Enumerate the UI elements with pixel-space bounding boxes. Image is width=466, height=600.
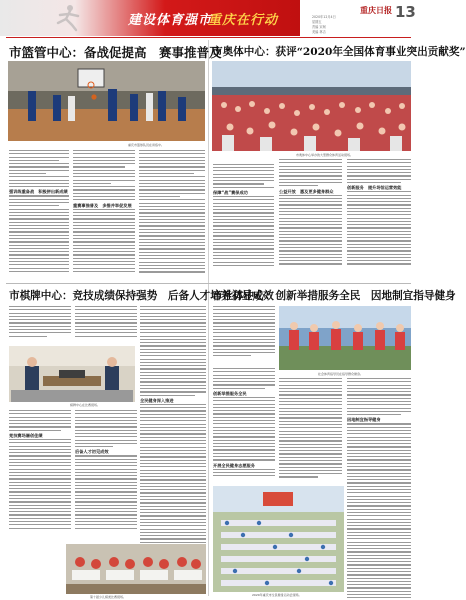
olympic-text-col-1 bbox=[213, 159, 274, 280]
chess-text-col-2a bbox=[75, 306, 137, 344]
community-games-photo bbox=[213, 486, 344, 592]
section-subtitle: 重庆在行动 bbox=[208, 13, 279, 28]
issue-weekday: 星期五 bbox=[312, 20, 322, 24]
community-lead-text bbox=[213, 306, 275, 364]
olympic-subhead-3: 创新服务 提升场馆运营效能 bbox=[347, 185, 402, 191]
olympic-photo-caption: 市奥体中心举办的大型群众体育活动现场。 bbox=[296, 153, 354, 157]
chess-lead-text bbox=[9, 306, 71, 344]
chess-headline: 市棋牌中心：竞技成绩保持强势 后备人才培养初显成效 bbox=[9, 290, 274, 302]
community-headline: 市社体中心：创新举措服务全民 因地制宜指导健身 bbox=[212, 290, 456, 302]
chess-text-col-2 bbox=[75, 410, 137, 540]
chess-text-col-1 bbox=[9, 410, 71, 540]
runner-silhouette-icon bbox=[40, 3, 100, 31]
newspaper-name: 重庆日报 bbox=[360, 5, 392, 15]
community-fitness-photo bbox=[279, 306, 411, 370]
community-subhead-3: 开展全民健身志愿服务 bbox=[213, 462, 255, 468]
chess-subhead-3: 全民健身深入推进 bbox=[140, 397, 174, 403]
basketball-text-col-1 bbox=[9, 150, 69, 280]
chess-kids-photo-caption: 第十届少儿棋类比赛现场。 bbox=[90, 595, 127, 599]
olympic-subhead-2: 公益开放 惠及更多健身群众 bbox=[279, 188, 334, 194]
basketball-headline: 市篮管中心：备战促提高 赛事推普及 bbox=[9, 45, 222, 60]
community-subhead-2: 因地制宜指导健身 bbox=[347, 417, 381, 423]
art-editor: 美编 林吉 bbox=[312, 30, 326, 34]
middle-divider bbox=[6, 283, 411, 284]
basketball-subhead-1: 强训练重备战 积极拼出新成绩 bbox=[9, 189, 68, 195]
olympic-event-photo bbox=[212, 61, 411, 151]
community-text-col-3 bbox=[347, 378, 411, 594]
chess-kids-photo bbox=[66, 544, 206, 594]
olympic-text-col-2 bbox=[279, 159, 342, 280]
community-games-photo-caption: 2020年重庆市全民健身运动会现场。 bbox=[252, 593, 302, 597]
basketball-training-photo bbox=[8, 61, 205, 141]
editor: 责编 宋柯 bbox=[312, 25, 326, 29]
community-photo-caption: 社会体育指导员在指导群众健身。 bbox=[318, 372, 364, 376]
center-divider bbox=[208, 40, 209, 596]
community-subhead-1: 创新举措服务全民 bbox=[213, 390, 247, 396]
community-text-col-1 bbox=[213, 368, 275, 482]
page-banner bbox=[0, 0, 417, 36]
basketball-text-col-2 bbox=[73, 150, 135, 280]
basketball-photo-caption: 重庆市篮球队员在训练中。 bbox=[128, 143, 165, 147]
olympic-text-col-3 bbox=[347, 159, 411, 280]
basketball-subhead-2: 重赛事推普及 多措并举促发展 bbox=[73, 202, 132, 208]
olympic-subhead-1: 保障“战”赛保成功 bbox=[213, 189, 248, 195]
chess-match-photo bbox=[9, 346, 135, 402]
page-number: 13 bbox=[395, 3, 416, 21]
community-text-col-2 bbox=[279, 378, 342, 482]
chess-photo-caption: 棋牌中心在比赛现场。 bbox=[70, 403, 101, 407]
masthead-rule bbox=[6, 37, 411, 38]
olympic-headline: 市奥体中心：获评“2020年全国体育事业突出贡献奖” bbox=[212, 46, 466, 58]
basketball-text-col-3 bbox=[139, 150, 205, 280]
chess-text-col-3 bbox=[140, 306, 206, 540]
chess-subhead-1: 竞技赛场屡创佳绩 bbox=[9, 432, 43, 438]
chess-subhead-2: 后备人才初见成效 bbox=[75, 449, 109, 455]
section-title: 建设体育强市 bbox=[128, 13, 213, 28]
issue-date: 2020年12月4日 bbox=[312, 15, 336, 19]
